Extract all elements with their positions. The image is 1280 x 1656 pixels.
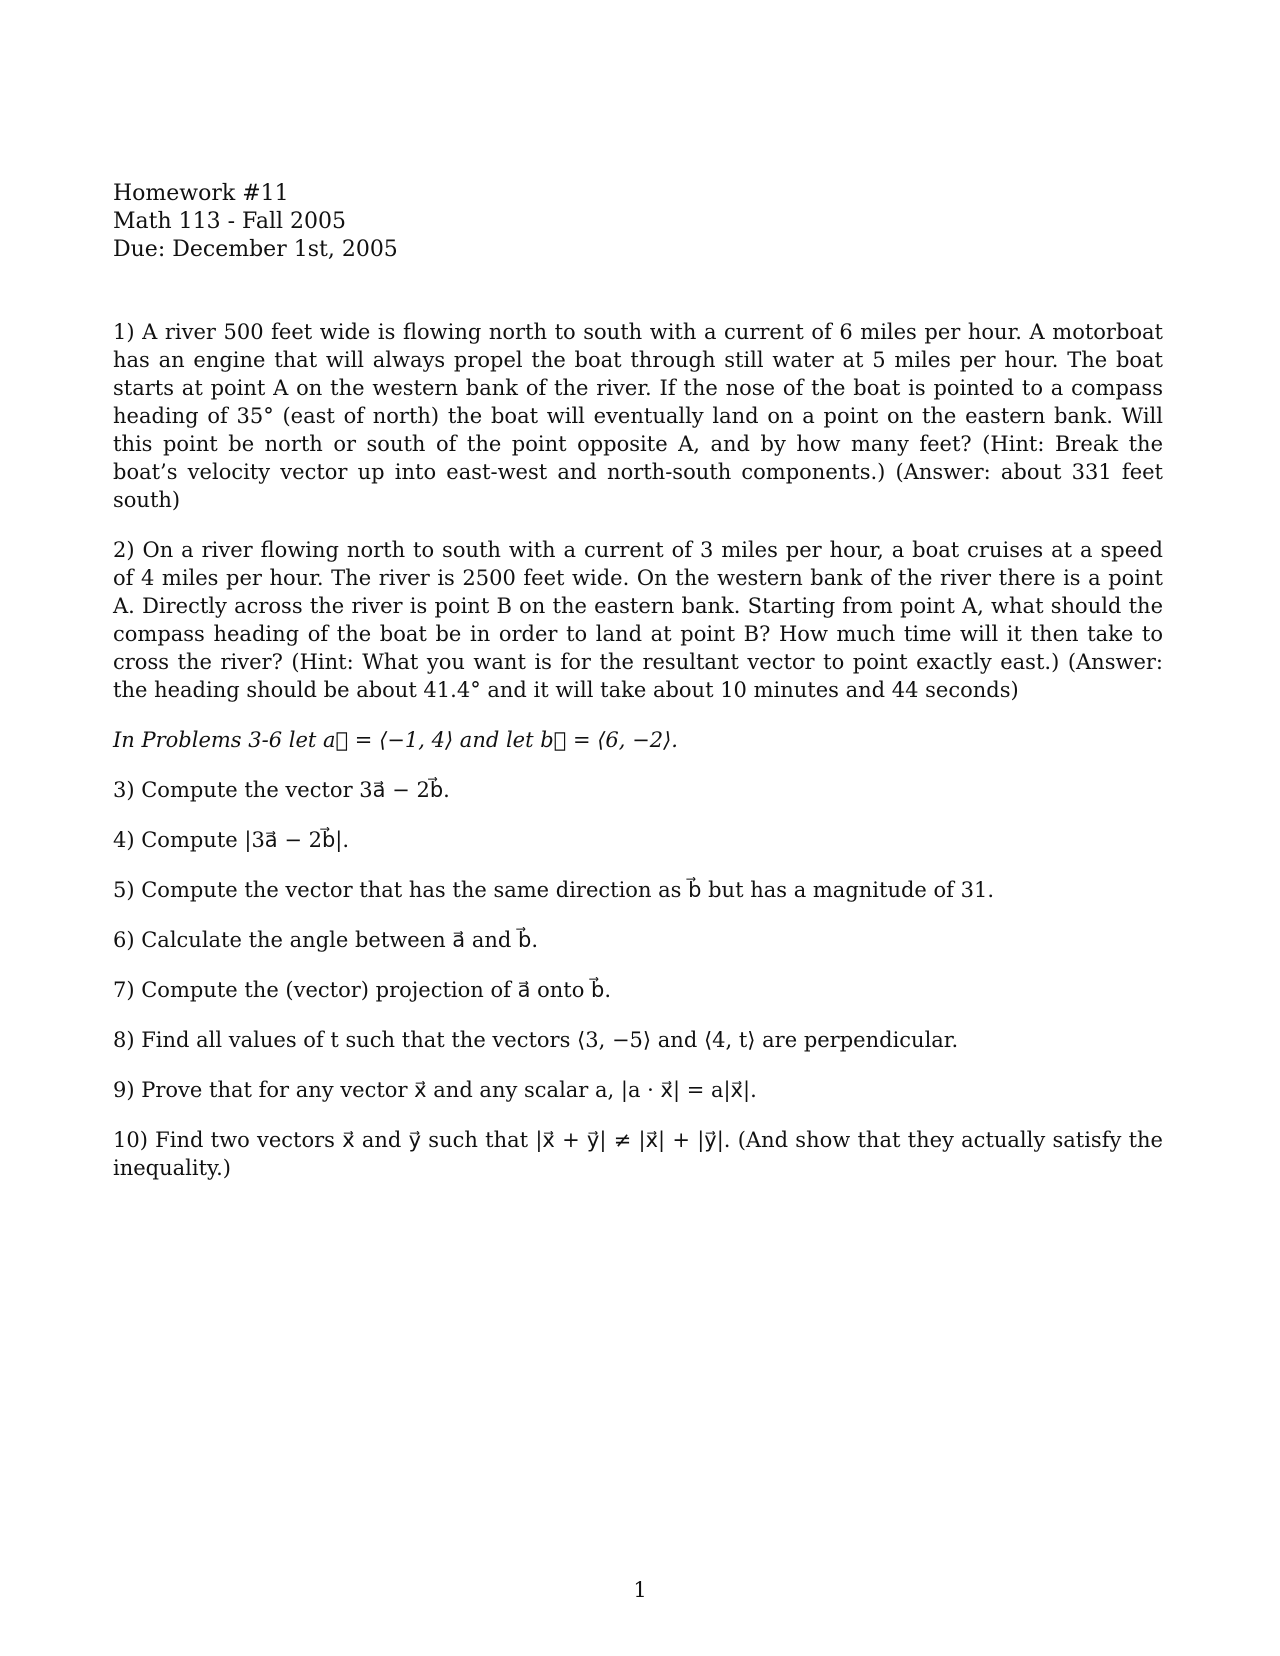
document-page bbox=[113, 180, 1163, 1204]
problem-4: 4) Compute |3a⃗ − 2b⃗|. bbox=[113, 828, 350, 852]
problems-3-6-intro: In Problems 3-6 let a⃗ = ⟨−1, 4⟩ and let b⃗ = ⟨6, −2⟩. bbox=[113, 728, 678, 752]
problem-3: 3) Compute the vector 3a⃗ − 2b⃗. bbox=[113, 778, 450, 802]
document-header bbox=[113, 180, 1163, 264]
course-name: Math 113 - Fall 2005 bbox=[113, 209, 346, 234]
problem-5: 5) Compute the vector that has the same direction as b⃗ but has a magnitude of 31. bbox=[113, 878, 995, 902]
problem-1: 1) A river 500 feet wide is flowing north to south with a current of 6 miles per hour. A motorboat has an engine that will always propel the boat through still water at 5 miles per hour. The boat starts at point A on the western bank of the river. If the nose of the boat is pointed to a compass heading of 35° (east of north) the boat will eventually land on a point on the eastern bank. Will this point be north or south of the point opposite A, and by how many feet? (Hint: Break the boat’s velocity vector up into east-west and north-south components.) (Answer: about 331 feet south) bbox=[113, 320, 1163, 512]
problem-list bbox=[113, 318, 1163, 1182]
problem-2: 2) On a river flowing north to south with a current of 3 miles per hour, a boat cruises at a speed of 4 miles per hour. The river is 2500 feet wide. On the western bank of the river there is a point A. Directly across the river is point B on the eastern bank. Starting from point A, what should the compass heading of the boat be in order to land at point B? How much time will it then take to cross the river? (Hint: What you want is for the resultant vector to point exactly east.) (Answer: the heading should be about 41.4° and it will take about 10 minutes and 44 seconds) bbox=[113, 538, 1163, 702]
due-date: Due: December 1st, 2005 bbox=[113, 237, 398, 262]
problem-10: 10) Find two vectors x⃗ and y⃗ such that |x⃗ + y⃗| ≠ |x⃗| + |y⃗|. (And show that they actually satisfy the inequality.) bbox=[113, 1128, 1163, 1180]
problem-8: 8) Find all values of t such that the vectors ⟨3, −5⟩ and ⟨4, t⟩ are perpendicular. bbox=[113, 1028, 959, 1052]
problem-9: 9) Prove that for any vector x⃗ and any scalar a, |a · x⃗| = a|x⃗|. bbox=[113, 1078, 757, 1102]
problem-7: 7) Compute the (vector) projection of a⃗ onto b⃗. bbox=[113, 978, 612, 1002]
homework-title: Homework #11 bbox=[113, 181, 289, 206]
problem-6: 6) Calculate the angle between a⃗ and b⃗. bbox=[113, 928, 539, 952]
page-number: 1 bbox=[633, 1578, 647, 1602]
